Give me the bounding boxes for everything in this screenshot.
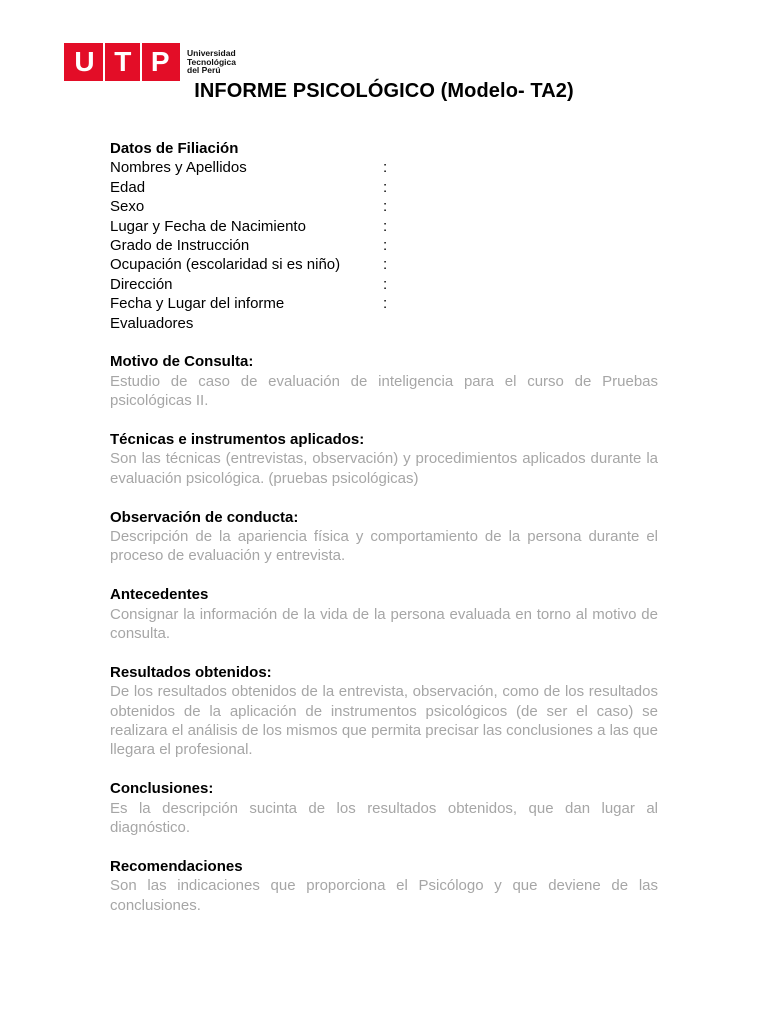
section-antecedentes	[110, 585, 658, 643]
filiacion-field	[110, 294, 658, 313]
filiacion-field	[110, 255, 658, 274]
section-text: Son las indicaciones que proporciona el Psicólogo y que deviene de las conclusiones.	[110, 877, 658, 914]
section-heading: Observación de conducta:	[110, 508, 299, 526]
field-colon: :	[383, 256, 388, 274]
filiacion-field	[110, 217, 658, 236]
section-text: Descripción de la apariencia física y comportamiento de la persona durante el proceso de evaluación y entrevista.	[110, 527, 658, 565]
logo-mark	[64, 43, 180, 81]
section-heading: Antecedentes	[110, 586, 209, 604]
field-label: Lugar y Fecha de Nacimiento	[110, 217, 306, 235]
logo-line-3: del Perú	[187, 65, 221, 76]
section-text: Es la descripción sucinta de los resultados obtenidos, que dan lugar al diagnóstico.	[110, 799, 658, 836]
logo-wordmark	[187, 49, 236, 75]
field-colon: :	[383, 159, 388, 177]
section-heading: Conclusiones:	[110, 780, 214, 798]
section-recomendaciones	[110, 857, 658, 915]
field-colon: :	[383, 236, 388, 254]
field-colon: :	[383, 198, 388, 216]
filiacion-field	[110, 158, 658, 177]
filiacion-field	[110, 236, 658, 255]
field-label: Nombres y Apellidos	[110, 159, 247, 177]
field-colon: :	[383, 217, 388, 235]
filiacion-field	[110, 178, 658, 197]
section-heading: Técnicas e instrumentos aplicados:	[110, 430, 365, 448]
field-label: Fecha y Lugar del informe	[110, 295, 285, 313]
section-text: De los resultados obtenidos de la entrevista, observación, como de los resultados obtenidos de la aplicación de instrumentos psicológicos (de ser el caso) se realizara el análisis de los mismos que permita precisar las conclusiones a las que llegara el profesional.	[110, 683, 658, 759]
section-heading: Recomendaciones	[110, 857, 243, 875]
filiacion-field	[110, 314, 658, 333]
section-heading: Motivo de Consulta:	[110, 353, 254, 371]
logo-letter-p: P	[150, 46, 170, 77]
logo-divider	[103, 43, 105, 81]
field-label: Ocupación (escolaridad si es niño)	[110, 256, 341, 274]
filiacion-field	[110, 197, 658, 216]
utp-logo	[64, 43, 236, 81]
field-label: Sexo	[110, 198, 145, 216]
section-motivo	[110, 352, 658, 410]
logo-line-1: Universidad	[187, 48, 236, 59]
logo-divider	[140, 43, 142, 81]
logo-line-2: Tecnológica	[187, 56, 236, 67]
filiacion-field	[110, 275, 658, 294]
document-body	[110, 139, 658, 915]
section-text: Estudio de caso de evaluación de inteligencia para el curso de Pruebas psicológicas II.	[110, 372, 658, 410]
filiacion-heading: Datos de Filiación	[110, 140, 239, 157]
section-text: Son las técnicas (entrevistas, observación) y procedimientos aplicados durante la evaluación psicológica. (pruebas psicológicas)	[110, 450, 658, 487]
logo-letter-u: U	[74, 46, 95, 77]
field-colon: :	[383, 178, 388, 196]
section-text: Consignar la información de la vida de la persona evaluada en torno al motivo de consulta.	[110, 605, 658, 642]
section-observacion	[110, 508, 658, 566]
document-title: INFORME PSICOLÓGICO (Modelo- TA2)	[194, 80, 574, 102]
section-heading: Resultados obtenidos:	[110, 663, 272, 681]
logo-letter-t: T	[114, 46, 132, 77]
section-conclusiones	[110, 779, 658, 837]
section-resultados	[110, 663, 658, 760]
field-colon: :	[383, 295, 388, 313]
field-label: Grado de Instrucción	[110, 236, 250, 254]
field-label: Dirección	[110, 275, 173, 293]
field-label: Edad	[110, 178, 146, 196]
field-label: Evaluadores	[110, 314, 194, 332]
section-tecnicas	[110, 430, 658, 488]
field-colon: :	[383, 275, 388, 293]
